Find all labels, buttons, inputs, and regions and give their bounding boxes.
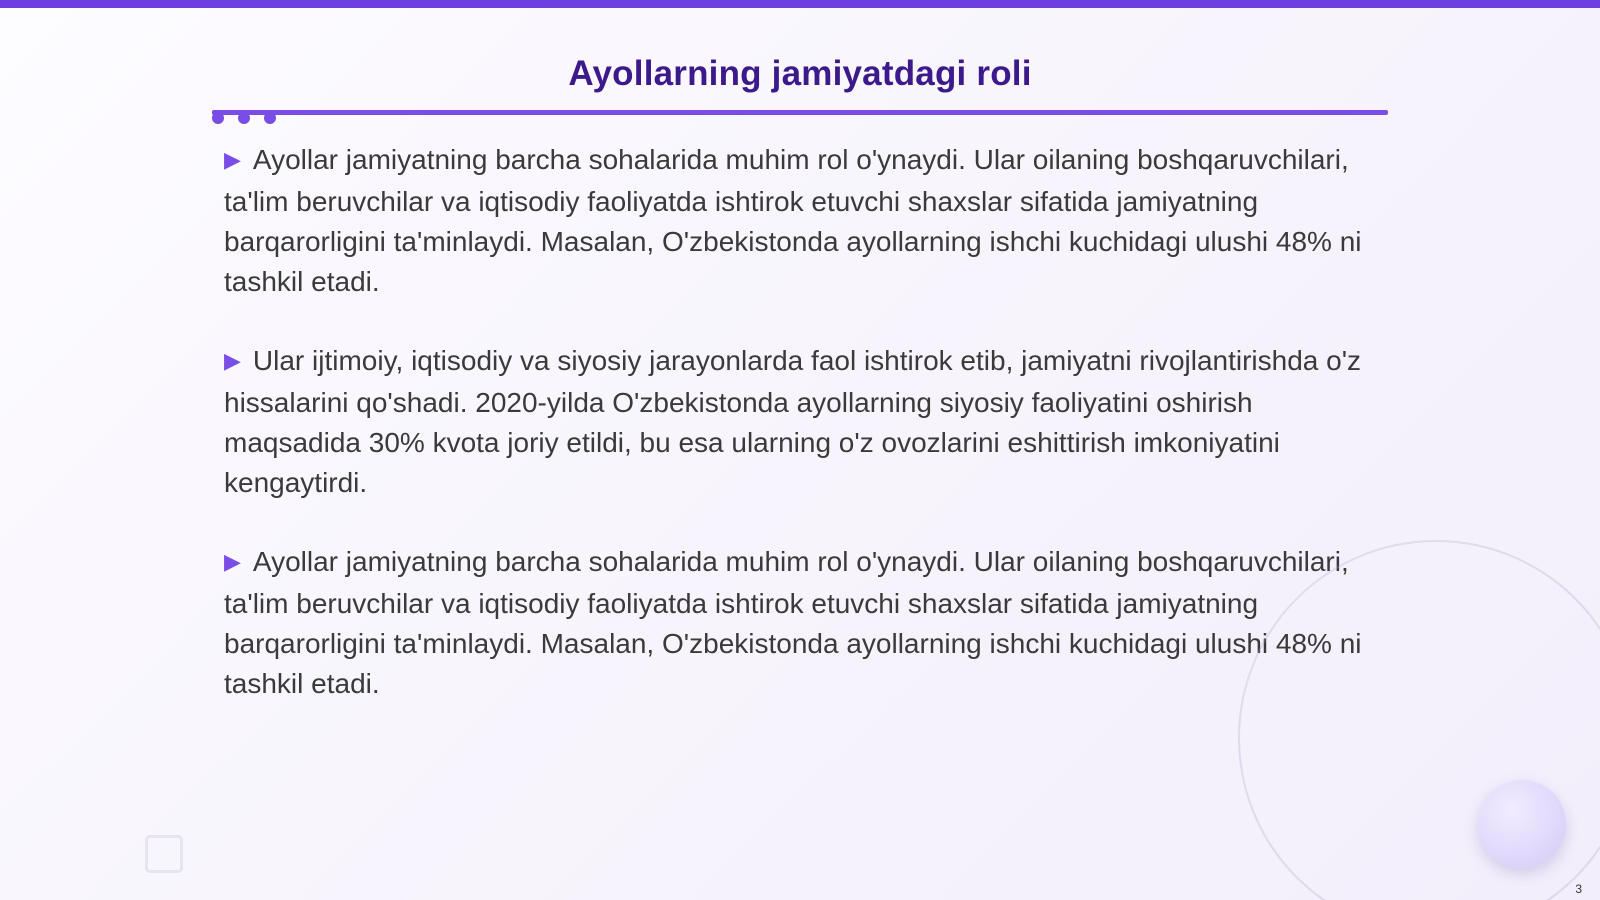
- triangle-bullet-icon: ▶: [224, 549, 241, 574]
- page-number: 3: [1575, 882, 1582, 896]
- top-accent-bar: [0, 0, 1600, 8]
- bullet-text: Ayollar jamiyatning barcha sohalarida muhim rol o'ynaydi. Ular oilaning boshqaruvchilari, ta'lim beruvchilar va iqtisodiy faoliyatda ishtirok etuvchi shaxslar sifatida jamiyatning barqarorligini ta'minlaydi. Masalan, O'zbekistonda ayollarning ishchi kuchidagi ulushi 48% ni tashkil etadi.: [224, 144, 1362, 297]
- decorative-dot: [264, 112, 276, 124]
- bullet-text: Ayollar jamiyatning barcha sohalarida muhim rol o'ynaydi. Ular oilaning boshqaruvchilari, ta'lim beruvchilar va iqtisodiy faoliyatda ishtirok etuvchi shaxslar sifatida jamiyatning barqarorligini ta'minlaydi. Masalan, O'zbekistonda ayollarning ishchi kuchidagi ulushi 48% ni tashkil etadi.: [224, 546, 1362, 699]
- bullet-list: [224, 140, 1364, 743]
- decorative-bubble: [1478, 780, 1566, 868]
- triangle-bullet-icon: ▶: [224, 147, 241, 172]
- title-underline: [212, 110, 1388, 115]
- slide-title: Ayollarning jamiyatdagi roli: [568, 54, 1032, 93]
- decorative-dot: [212, 112, 224, 124]
- bullet-item: [224, 542, 1364, 704]
- triangle-bullet-icon: ▶: [224, 348, 241, 373]
- decorative-dot: [238, 112, 250, 124]
- bullet-text: Ular ijtimoiy, iqtisodiy va siyosiy jarayonlarda faol ishtirok etib, jamiyatni rivojlantirishda o'z hissalarini qo'shadi. 2020-yilda O'zbekistonda ayollarning siyosiy faoliyatini oshirish maqsadida 30% kvota joriy etildi, bu esa ularning o'z ovozlarini eshittirish imkoniyatini kengaytirdi.: [224, 345, 1362, 498]
- bullet-item: [224, 341, 1364, 503]
- bullet-item: [224, 140, 1364, 302]
- title-decorative-dots: [212, 112, 276, 126]
- decorative-square-outline: [145, 835, 183, 873]
